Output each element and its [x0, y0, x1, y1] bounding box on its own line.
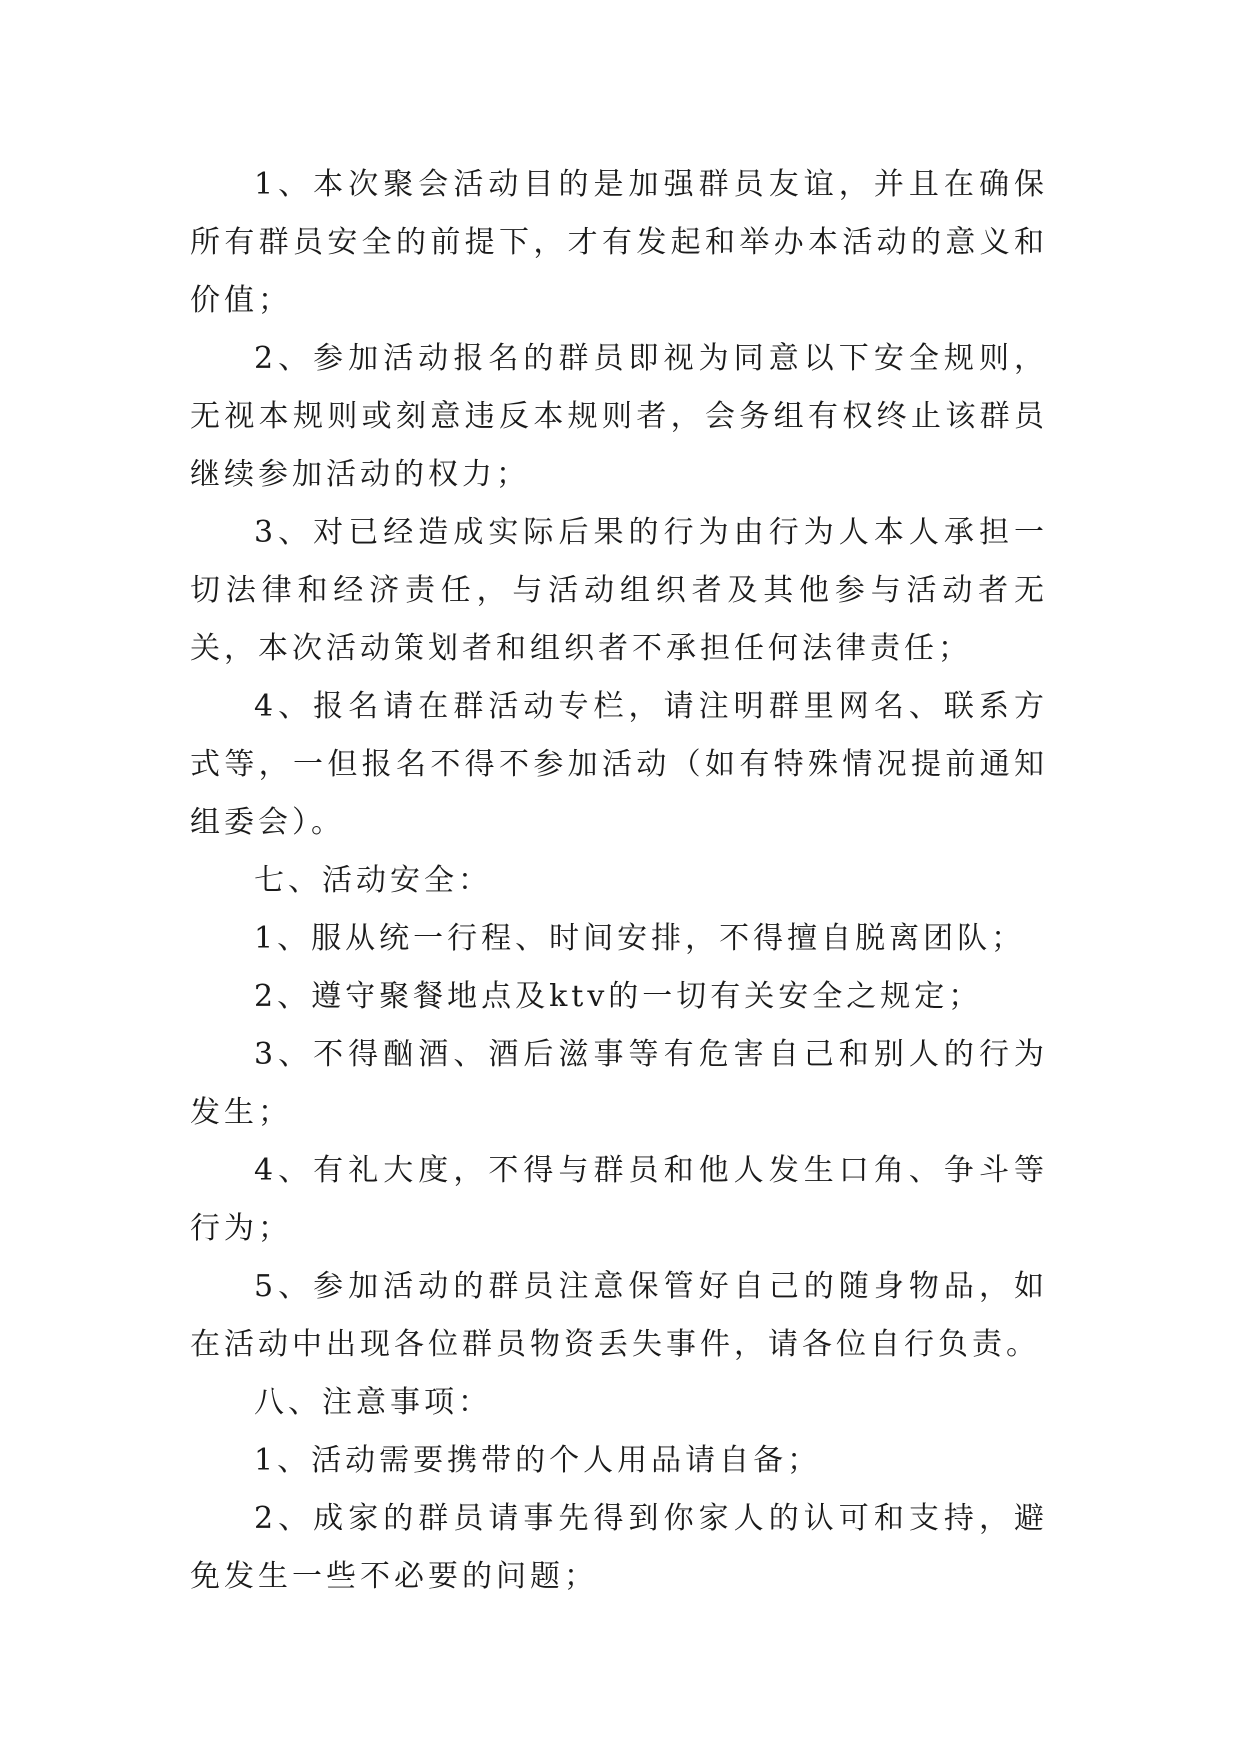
paragraph-safety-2: 2、遵守聚餐地点及ktv的一切有关安全之规定；	[254, 979, 983, 1014]
paragraph-rule-3: 3、对已经造成实际后果的行为由行为人本人承担一切法律和经济责任，与活动组织者及其他参与活动者无关，本次活动策划者和组织者不承担任何法律责任；	[190, 515, 1048, 666]
paragraph-notes-1: 1、活动需要携带的个人用品请自备；	[254, 1443, 822, 1478]
paragraph-rule-4: 4、报名请在群活动专栏，请注明群里网名、联系方式等，一但报名不得不参加活动（如有特殊情况提前通知组委会）。	[190, 689, 1048, 840]
document-body	[190, 156, 1048, 1606]
paragraph-safety-3: 3、不得酗酒、酒后滋事等有危害自己和别人的行为发生；	[190, 1037, 1048, 1130]
paragraph-safety-5: 5、参加活动的群员注意保管好自己的随身物品，如在活动中出现各位群员物资丢失事件，请各位自行负责。	[190, 1269, 1048, 1362]
paragraph-safety-4: 4、有礼大度，不得与群员和他人发生口角、争斗等行为；	[190, 1153, 1048, 1246]
section-heading-safety: 七、活动安全：	[254, 863, 492, 898]
section-heading-notes: 八、注意事项：	[254, 1385, 492, 1420]
paragraph-notes-2: 2、成家的群员请事先得到你家人的认可和支持，避免发生一些不必要的问题；	[190, 1501, 1048, 1594]
paragraph-rule-2: 2、参加活动报名的群员即视为同意以下安全规则，无视本规则或刻意违反本规则者，会务组有权终止该群员继续参加活动的权力；	[190, 341, 1048, 492]
paragraph-safety-1: 1、服从统一行程、时间安排，不得擅自脱离团队；	[254, 921, 1026, 956]
paragraph-rule-1: 1、本次聚会活动目的是加强群员友谊，并且在确保所有群员安全的前提下，才有发起和举办本活动的意义和价值；	[190, 167, 1048, 318]
